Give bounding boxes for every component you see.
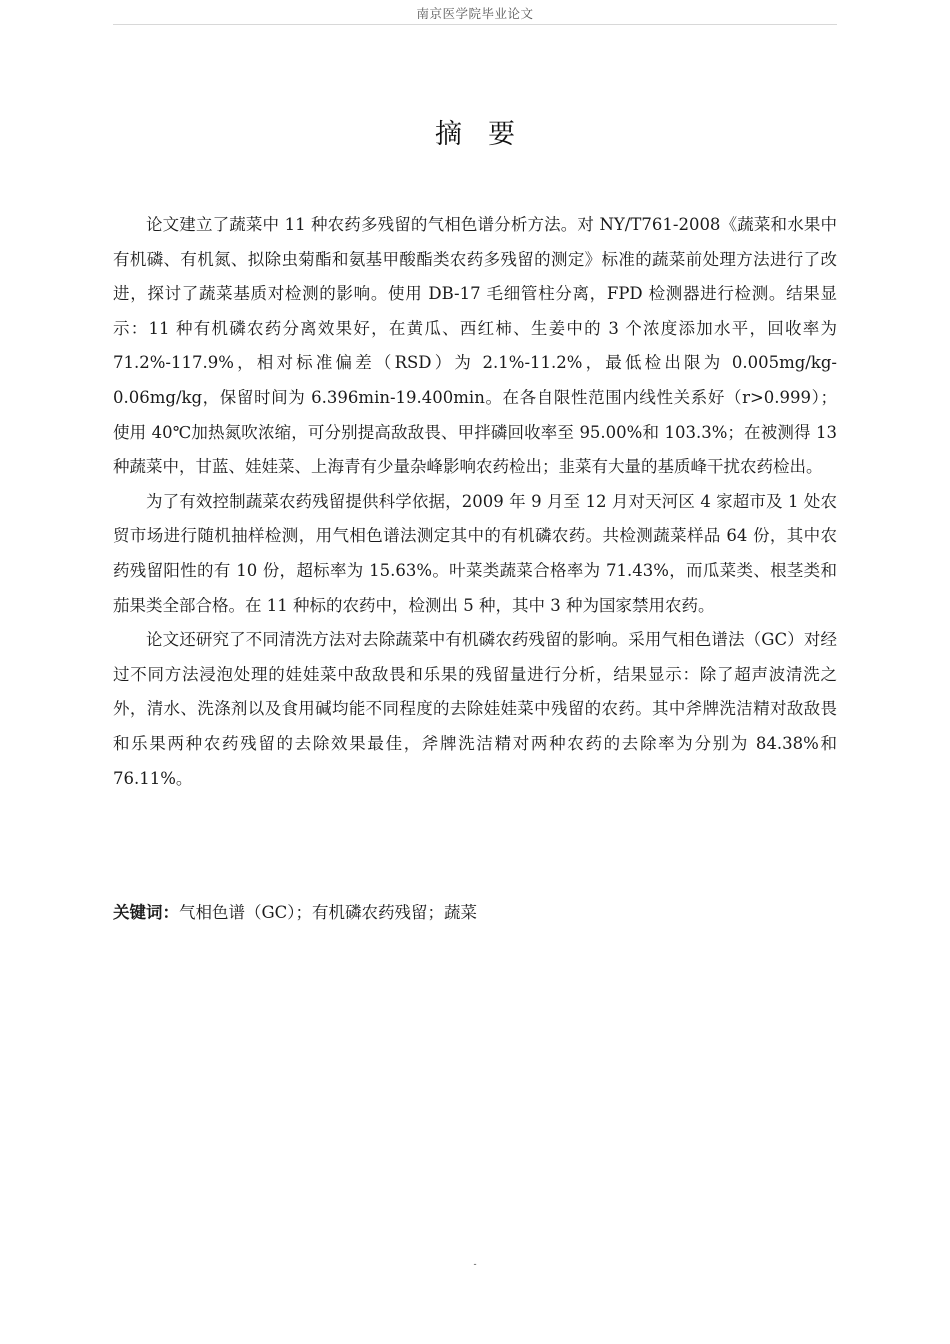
abstract-paragraph: 论文建立了蔬菜中 11 种农药多残留的气相色谱分析方法。对 NY/T761-2008《蔬菜和水果中有机磷、有机氮、拟除虫菊酯和氨基甲酸酯类农药多残留的测定》标准的蔬菜前处理方法进行了改进，探讨了蔬菜基质对检测的影响。使用 DB-17 毛细管柱分离，FPD 检测器进行检测。结果显示：11 种有机磷农药分离效果好，在黄瓜、西红柿、生姜中的 3 个浓度添加水平，回收率为 71.2%-117.9%，相对标准偏差（RSD）为 2.1%-11.2%，最低检出限为 0.005mg/kg-0.06mg/kg，保留时间为 6.396min-19.400min。在各自限性范围内线性关系好（r>0.999）；使用 40℃加热氮吹浓缩，可分别提高敌敌畏、甲拌磷回收率至 95.00%和 103.3%；在被测得 13 种蔬菜中，甘蓝、娃娃菜、上海青有少量杂峰影响农药检出；韭菜有大量的基质峰干扰农药检出。 bbox=[113, 215, 837, 477]
abstract-paragraph: 为了有效控制蔬菜农药残留提供科学依据，2009 年 9 月至 12 月对天河区 4 家超市及 1 处农贸市场进行随机抽样检测，用气相色谱法测定其中的有机磷农药。共检测蔬菜样品 64 份，其中农药残留阳性的有 10 份，超标率为 15.63%。叶菜类蔬菜合格率为 71.43%，而瓜菜类、根茎类和茄果类全部合格。在 11 种标的农药中，检测出 5 种，其中 3 种为国家禁用农药。 bbox=[113, 491, 837, 615]
abstract-paragraph: 论文还研究了不同清洗方法对去除蔬菜中有机磷农药残留的影响。采用气相色谱法（GC）对经过不同方法浸泡处理的娃娃菜中敌敌畏和乐果的残留量进行分析，结果显示：除了超声波清洗之外，清水、洗涤剂以及食用碱均能不同程度的去除娃娃菜中残留的农药。其中斧牌洗洁精对敌敌畏和乐果两种农药残留的去除效果最佳，斧牌洗洁精对两种农药的去除率为分别为 84.38%和 76.11%。 bbox=[113, 630, 837, 788]
keywords-line bbox=[113, 898, 837, 928]
abstract-title: 摘要 bbox=[435, 119, 541, 150]
header-divider bbox=[113, 24, 837, 25]
abstract-body bbox=[113, 208, 837, 796]
keywords-label: 关键词： bbox=[113, 903, 179, 922]
page-number-mark: - bbox=[473, 1260, 477, 1270]
keywords-text: 气相色谱（GC）；有机磷农药残留；蔬菜 bbox=[179, 903, 478, 922]
running-header: 南京医学院毕业论文 bbox=[416, 6, 534, 21]
